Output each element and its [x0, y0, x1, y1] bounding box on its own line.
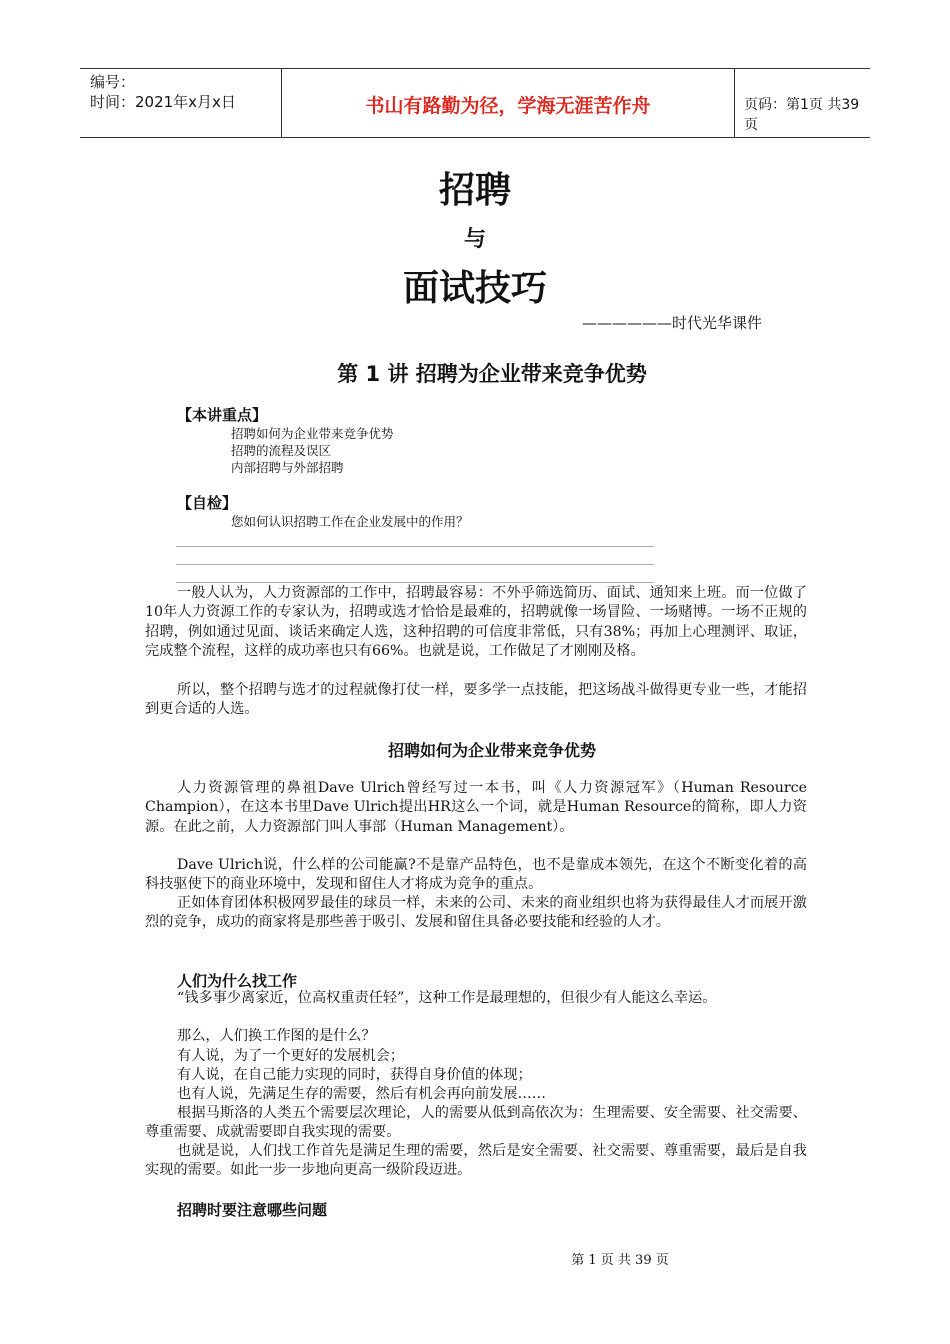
- doc-title-main: 招聘: [438, 170, 511, 211]
- header-right-cell: [734, 69, 870, 137]
- self-check-label: 【自检】: [177, 494, 238, 512]
- serial-label: 编号：: [90, 73, 136, 91]
- doc-title-connector: 与: [463, 227, 486, 252]
- intro-paragraph-1: 一般人认为，人力资源部的工作中，招聘最容易：不外乎筛选简历、面试、通知来上班。而一位做了10年人力资源工作的专家认为，招聘或选才恰恰是最难的，招聘就像一场冒险、一场赌博。一场不正规的招聘，例如通过见面、谈话来确定人选，这种招聘的可信度非常低，只有38%；再加上心理测评、取证，完成整个流程，这样的成功率也只有66%。也就是说，工作做足了才刚刚及格。: [145, 585, 807, 659]
- answer-line: [176, 582, 654, 583]
- section1-paragraph-2: Dave Ulrich说，什么样的公司能赢?不是靠产品特色，也不是靠成本领先，在这个不断变化着的高科技驱使下的商业环境中，发现和留住人才将成为竞争的重点。: [145, 857, 807, 893]
- header-mid-cell: [281, 69, 735, 137]
- lecture-title: 第 1 讲 招聘为企业带来竞争优势: [337, 362, 647, 386]
- motto: 书山有路勤为径，学海无涯苦作舟: [365, 95, 651, 117]
- answer-line: [176, 564, 654, 565]
- header-table: [80, 68, 870, 138]
- section1-paragraph-1: 人力资源管理的鼻祖Dave Ulrich曾经写过一本书，叫《人力资源冠军》（Human Resource Champion），在这本书里Dave Ulrich提出HR这么一个词，就是Human Resource的简称，即人力资源。在此之前，人力资源部门叫人事部（Human Management）。: [145, 780, 807, 835]
- self-check-question: 您如何认识招聘工作在企业发展中的作用？: [231, 514, 469, 529]
- date-label: 时间：2021年x月x日: [90, 93, 236, 111]
- subheading-attention: 招聘时要注意哪些问题: [177, 1201, 328, 1219]
- section-heading: 招聘如何为企业带来竞争优势: [387, 741, 596, 760]
- header-left-cell: [80, 69, 281, 137]
- why-work-line: 也就是说，人们找工作首先是满足生理的需要，然后是安全需要、社交需要、尊重需要，最后是自我实现的需要。如此一步一步地向更高一级阶段迈进。: [145, 1143, 807, 1179]
- key-point-item: 招聘的流程及误区: [231, 443, 332, 458]
- why-work-line: 也有人说，先满足生存的需要，然后有机会再向前发展……: [177, 1086, 546, 1102]
- intro-paragraph-2: 所以，整个招聘与选才的过程就像打仗一样，要多学一点技能，把这场战斗做得更专业一些，才能招到更合适的人选。: [145, 682, 807, 718]
- why-work-line: “钱多事少离家近，位高权重责任轻”，这种工作是最理想的，但很少有人能这么幸运。: [177, 990, 717, 1006]
- doc-source: ——————时代光华课件: [582, 314, 763, 332]
- why-work-line: 那么，人们换工作图的是什么？: [177, 1028, 376, 1044]
- key-points-label: 【本讲重点】: [177, 406, 268, 424]
- why-work-line: 有人说，为了一个更好的发展机会；: [177, 1048, 405, 1064]
- subheading-why-work: 人们为什么找工作: [177, 972, 298, 990]
- section1-paragraph-3: 正如体育团体积极网罗最佳的球员一样，未来的公司、未来的商业组织也将为获得最佳人才而展开激烈的竞争，成功的商家将是那些善于吸引、发展和留住具备必要技能和经验的人才。: [145, 895, 807, 931]
- doc-title-sub: 面试技巧: [402, 268, 547, 309]
- key-point-item: 招聘如何为企业带来竞争优势: [231, 426, 394, 441]
- why-work-line: 有人说，在自己能力实现的同时，获得自身价值的体现；: [177, 1067, 532, 1083]
- page-info: 页码：第1页 共39页: [744, 97, 860, 133]
- key-point-item: 内部招聘与外部招聘: [231, 460, 344, 475]
- page-footer: 第 1 页 共 39 页: [571, 1253, 669, 1268]
- why-work-line: 根据马斯洛的人类五个需要层次理论，人的需要从低到高依次为：生理需要、安全需要、社交需要、尊重需要、成就需要即自我实现的需要。: [145, 1105, 807, 1141]
- answer-line: [176, 546, 654, 547]
